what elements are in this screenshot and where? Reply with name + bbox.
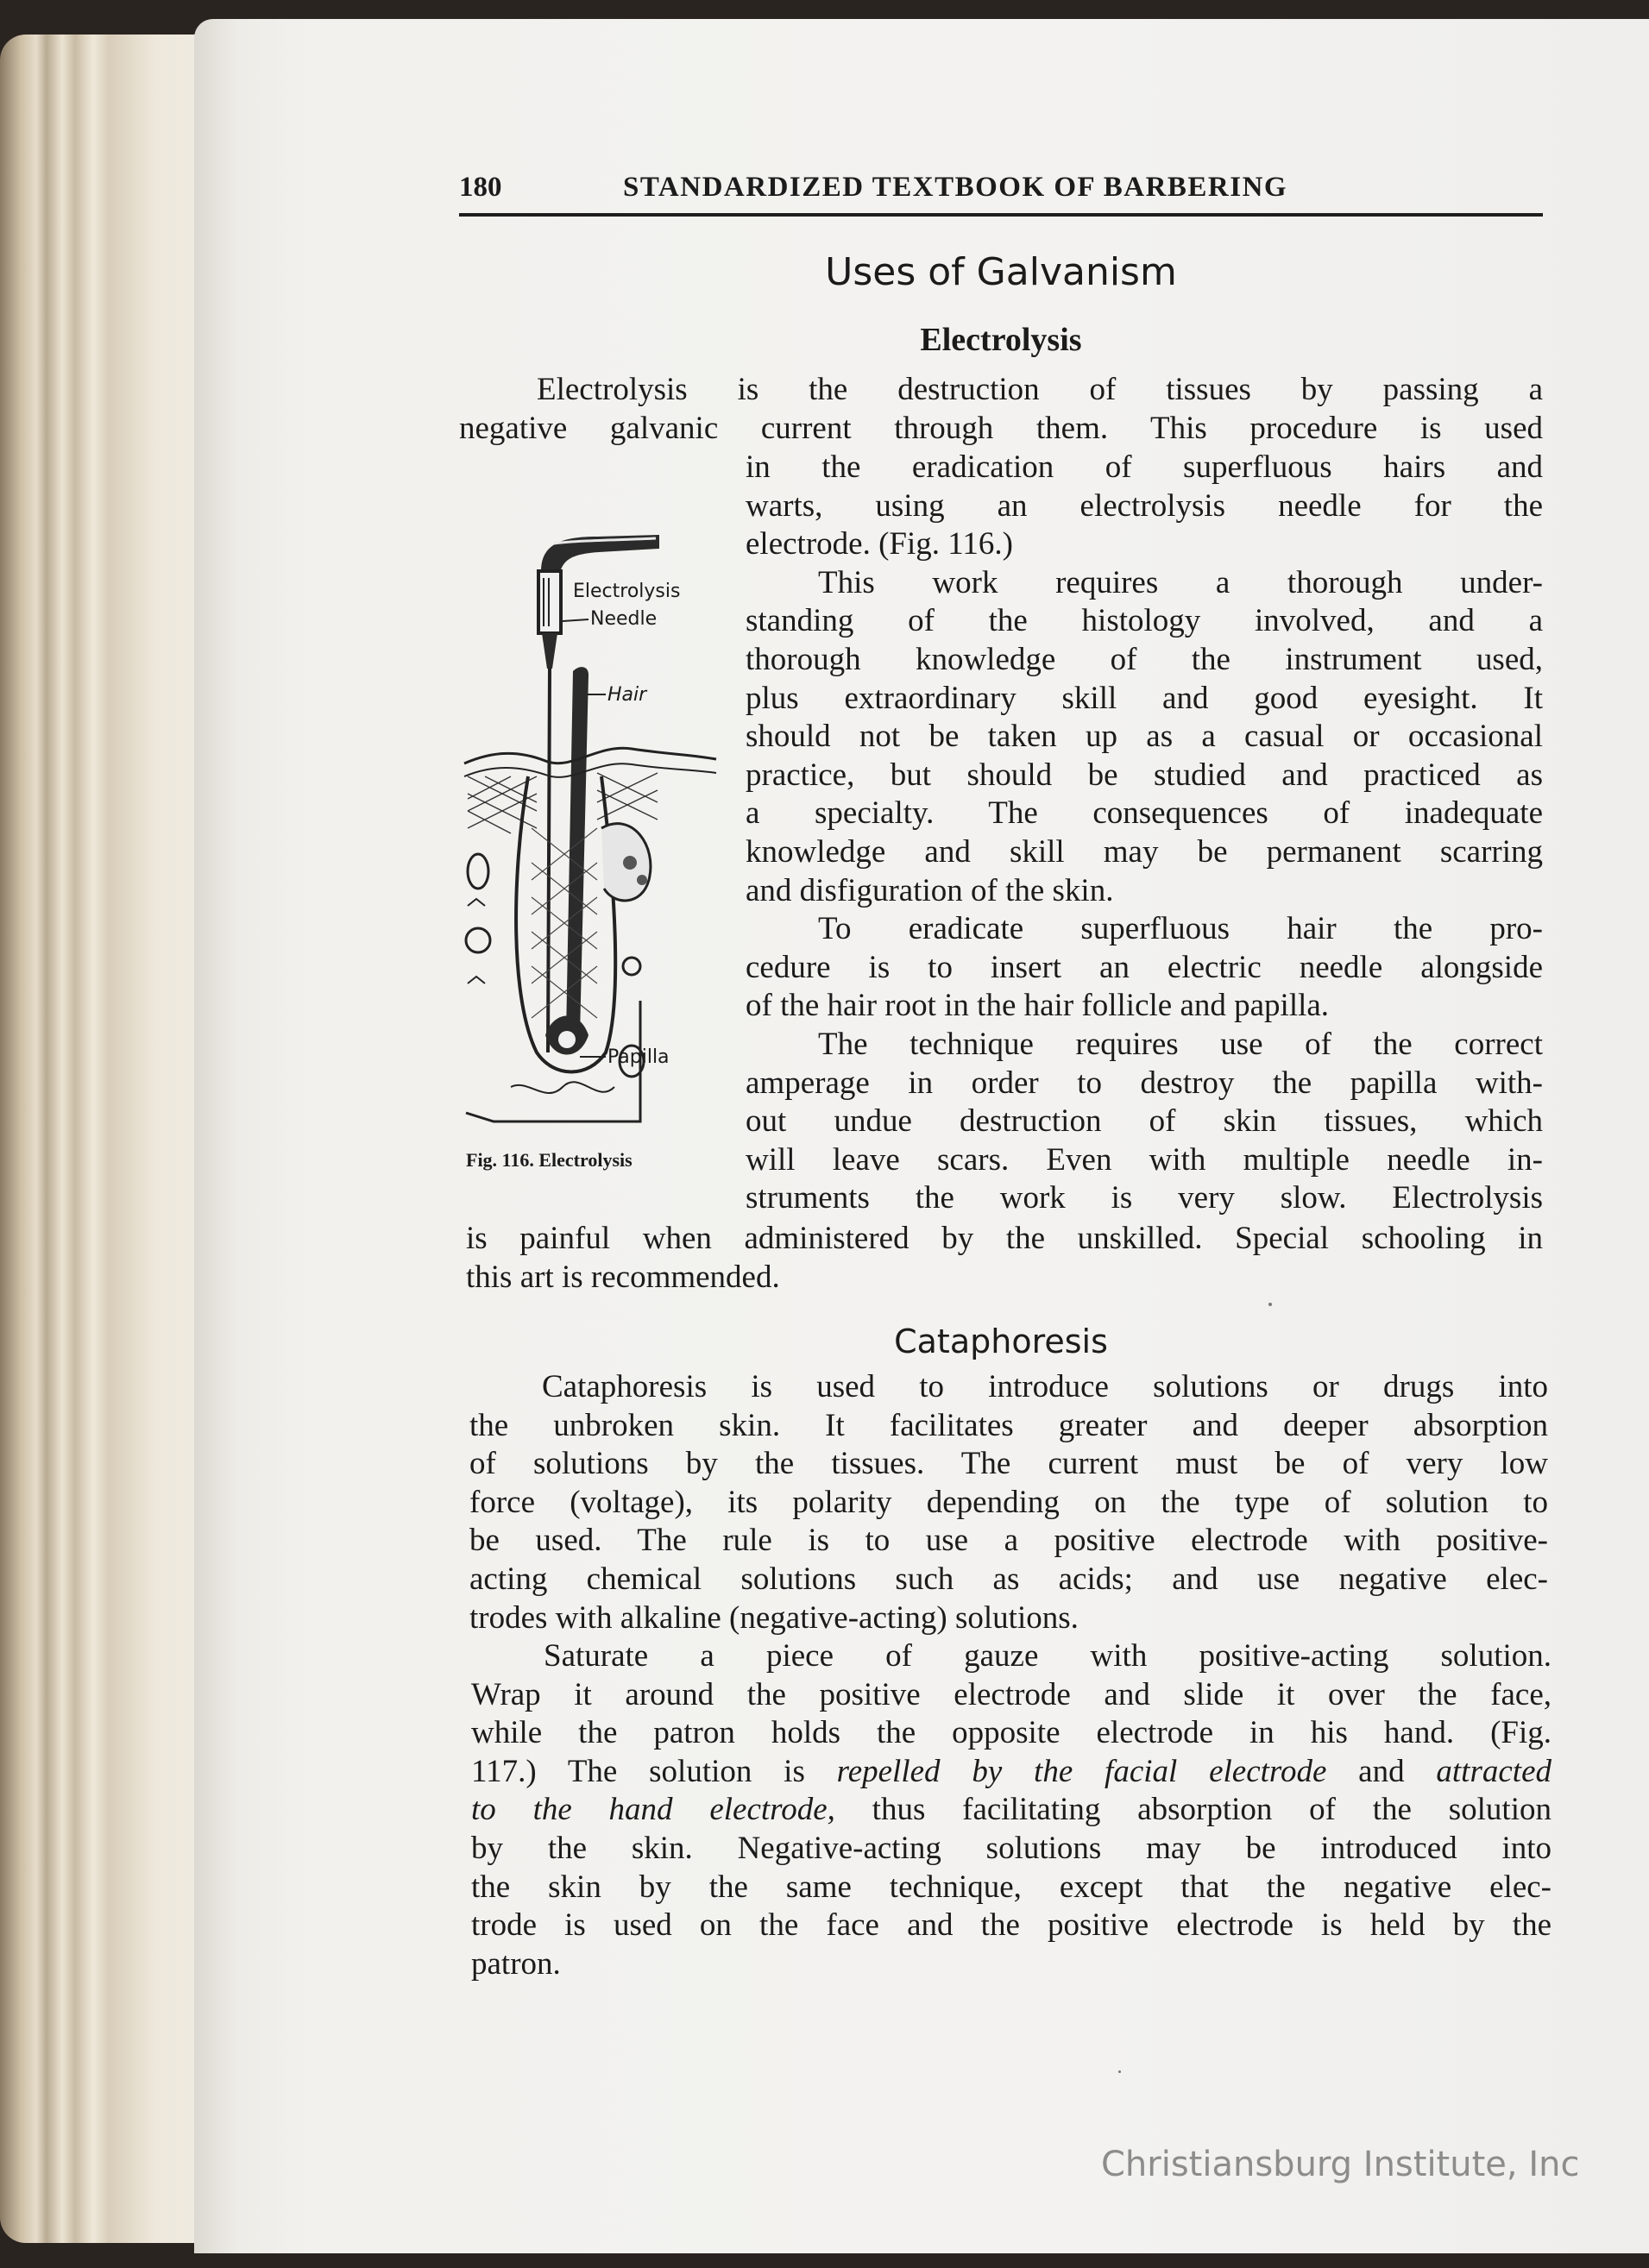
text-line: trodes with alkaline (negative-acting) solutions. [469,1599,1079,1636]
text-fragment: thus facilitating absorption of the solution [834,1792,1551,1828]
italic-fragment: repelled by the facial electrode [836,1753,1327,1789]
text-line-mixed [471,1753,1551,1792]
text-line: this art is recommended. [466,1259,780,1295]
label-needle: Needle [590,608,658,630]
text-line: Saturate a piece of gauze with positive-acting solution. [544,1638,1551,1674]
text-line: thorough knowledge of the instrument used, [746,641,1543,677]
text-line: Wrap it around the positive electrode and slide it over the face, [471,1676,1551,1712]
text-line: out undue destruction of skin tissues, which [746,1103,1543,1140]
text-line: warts, using an electrolysis needle for the [746,487,1543,524]
electrolysis-wrap-text [746,449,1543,1218]
text-line: should not be taken up as a casual or occasional [746,719,1543,755]
text-line: of solutions by the tissues. The current must be of very low [469,1446,1548,1482]
electrolysis-tail [466,1220,1543,1297]
text-line: will leave scars. Even with multiple needle in- [746,1141,1543,1178]
running-head: STANDARDIZED TEXTBOOK OF BARBERING [623,172,1288,203]
text-line: electrode. (Fig. 116.) [746,526,1013,562]
text-line: struments the work is very slow. Electrolysis [746,1180,1543,1216]
text-line: by the skin. Negative-acting solutions may be introduced into [471,1830,1551,1866]
text-fragment: and [1326,1753,1437,1789]
italic-fragment: attracted [1436,1753,1551,1789]
hair-icon [566,667,588,1035]
text-line-mixed [471,1791,1551,1830]
figure-caption: Fig. 116. Electrolysis [466,1149,633,1171]
text-line: To eradicate superfluous hair the pro- [818,911,1543,947]
italic-fragment: to the hand electrode, [471,1792,835,1828]
label-hair: Hair [607,684,647,706]
text-line: in the eradication of superfluous hairs and [746,449,1543,485]
text-line: Electrolysis is the destruction of tissues by passing a [537,372,1543,407]
text-line: cedure is to insert an electric needle alongside [746,949,1543,985]
text-line: be used. The rule is to use a positive electrode with positive- [469,1523,1548,1559]
text-fragment: 117.) The solution is [471,1753,837,1789]
text-line: is painful when administered by the unskilled. Special schooling in [466,1221,1543,1256]
text-line: practice, but should be studied and practiced as [746,757,1543,793]
page-title: Uses of Galvanism [825,250,1177,294]
text-line: negative galvanic current through them. This procedure is used [459,410,1543,446]
page-number: 180 [459,172,502,203]
paper-speck [1268,1303,1272,1306]
text-line: acting chemical solutions such as acids; and use negative elec- [469,1561,1548,1597]
needle-icon [548,669,550,1052]
cataphoresis-paragraph-2 [471,1637,1551,1983]
text-line: while the patron holds the opposite electrode in his hand. (Fig. [471,1715,1551,1751]
text-line: patron. [471,1945,561,1982]
text-line: plus extraordinary skill and good eyesight. It [746,680,1543,716]
cataphoresis-paragraph-1 [469,1368,1548,1637]
text-line: The technique requires use of the correct [818,1026,1543,1062]
figure-electrolysis-illustration [459,518,718,1139]
text-line: This work requires a thorough under- [818,564,1543,600]
paper-speck [1118,2070,1121,2073]
text-line: amperage in order to destroy the papilla with- [746,1065,1543,1101]
heading-cataphoresis: Cataphoresis [894,1322,1108,1360]
text-line: force (voltage), its polarity depending on the type of solution to [469,1484,1548,1520]
text-line: a specialty. The consequences of inadequate [746,795,1543,832]
electrolysis-diagram [459,518,718,1139]
text-line: the unbroken skin. It facilitates greater and deeper absorption [469,1407,1548,1443]
text-line: the skin by the same technique, except that the negative elec- [471,1869,1551,1905]
electrolysis-intro [459,371,1543,448]
text-line: knowledge and skill may be permanent scarring [746,833,1543,870]
label-electrolysis: Electrolysis [573,581,681,602]
label-papilla: Papilla [607,1046,670,1068]
watermark: Christiansburg Institute, Inc [1101,2145,1580,2184]
text-line: trode is used on the face and the positive electrode is held by the [471,1907,1551,1944]
text-line: of the hair root in the hair follicle and papilla. [746,988,1330,1024]
text-line: and disfiguration of the skin. [746,872,1114,908]
page-header [459,168,1543,217]
heading-electrolysis: Electrolysis [920,322,1082,358]
text-line: standing of the histology involved, and a [746,603,1543,639]
text-line: Cataphoresis is used to introduce solutions or drugs into [542,1369,1548,1404]
